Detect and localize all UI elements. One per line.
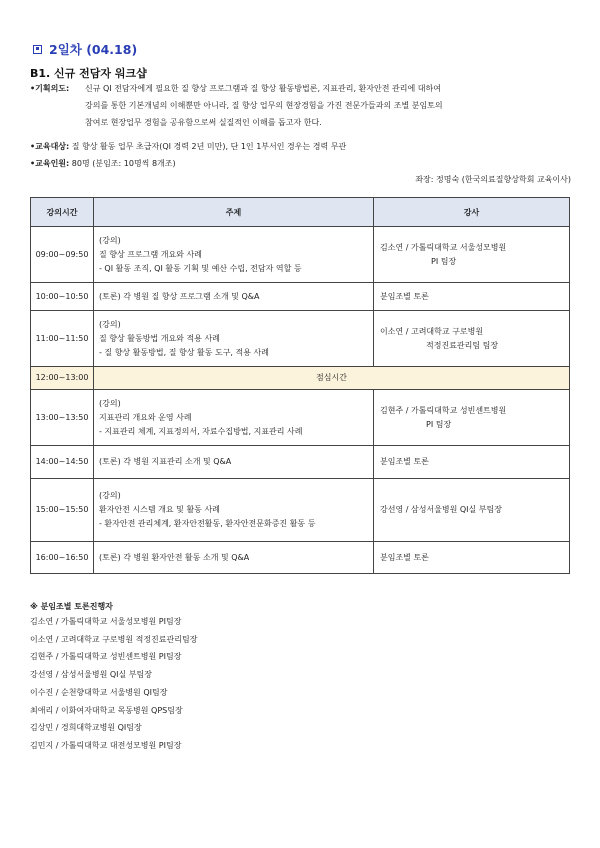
count-label: •교육인원: bbox=[30, 159, 70, 168]
list-item: 김상민 / 경희대학교병원 QI팀장 bbox=[30, 723, 142, 733]
table-row bbox=[31, 446, 570, 479]
lunch-row bbox=[31, 367, 570, 390]
table-row bbox=[31, 390, 570, 446]
topic-line: (강의) bbox=[99, 398, 121, 408]
day-title-text: 2일차 (04.18) bbox=[49, 42, 138, 57]
topic-line: 질 향상 활동방법 개요와 적용 사례 bbox=[99, 333, 220, 343]
time-cell: 16:00~16:50 bbox=[31, 542, 94, 574]
topic-line: 환자안전 시스템 개요 및 활동 사례 bbox=[99, 505, 220, 514]
list-item: 김소연 / 가톨릭대학교 서울성모병원 PI팀장 bbox=[30, 617, 182, 626]
topic-cell bbox=[94, 390, 374, 446]
table-row bbox=[31, 479, 570, 542]
topic-line: 지표관리 개요와 운영 사례 bbox=[99, 412, 192, 422]
topic-cell bbox=[94, 311, 374, 367]
square-bullet-icon bbox=[33, 45, 42, 54]
table-row bbox=[31, 283, 570, 311]
time-cell: 09:00~09:50 bbox=[31, 227, 94, 283]
time-cell: 14:00~14:50 bbox=[31, 446, 94, 479]
topic-cell bbox=[94, 542, 374, 574]
lecturer-line: PI 팀장 bbox=[426, 419, 452, 429]
topic-line: (강의) bbox=[99, 491, 121, 500]
time-cell: 12:00~13:00 bbox=[31, 367, 94, 390]
topic-line: (토론) 각 병원 환자안전 활동 소개 및 Q&A bbox=[99, 552, 250, 562]
list-item: 김민지 / 가톨릭대학교 대전성모병원 PI팀장 bbox=[30, 740, 182, 750]
plan-text bbox=[85, 80, 572, 131]
lecturer-line: 분임조별 토론 bbox=[380, 552, 429, 562]
topic-cell bbox=[94, 479, 374, 542]
target-label: •교육대상: bbox=[30, 142, 70, 151]
time-cell: 13:00~13:50 bbox=[31, 390, 94, 446]
lecturer-cell bbox=[374, 283, 570, 311]
topic-line: 질 향상 프로그램 개요와 사례 bbox=[99, 249, 202, 259]
topic-line: - QI 활동 조직, QI 활동 기획 및 예산 수립, 전담자 역할 등 bbox=[99, 263, 302, 273]
session-title: B1. 신규 전담자 워크샵 bbox=[30, 67, 147, 80]
plan-line: 강의를 통한 기본개념의 이해뿐만 아니라, 질 향상 업무의 현장경험을 가진 전문가들과의 조별 분임토의 bbox=[85, 101, 443, 110]
time-cell: 11:00~11:50 bbox=[31, 311, 94, 367]
lecturer-line: 적정진료관리팀 팀장 bbox=[426, 340, 499, 350]
topic-line: - 환자안전 관리체계, 환자안전활동, 환자안전문화증진 활동 등 bbox=[99, 519, 316, 528]
lecturer-line: 김소연 / 가톨릭대학교 서울성모병원 bbox=[380, 242, 507, 252]
lecturer-line: 분임조별 토론 bbox=[380, 457, 429, 466]
lecturer-line: 김현주 / 가톨릭대학교 성빈센트병원 bbox=[380, 405, 507, 415]
topic-line: - 질 향상 활동방법, 질 향상 활동 도구, 적용 사례 bbox=[99, 347, 269, 357]
day-title bbox=[33, 40, 137, 58]
list-item: 최애리 / 이화여자대학교 목동병원 QPS팀장 bbox=[30, 705, 183, 715]
lecturer-cell bbox=[374, 227, 570, 283]
plan-section bbox=[30, 80, 572, 131]
chair-note: 좌장: 정명숙 (한국의료질향상학회 교육이사) bbox=[415, 175, 571, 184]
table-row bbox=[31, 311, 570, 367]
lunch-cell: 점심시간 bbox=[94, 367, 570, 390]
topic-line: (토론) 각 병원 지표관리 소개 및 Q&A bbox=[99, 457, 232, 466]
lecturer-line: 분임조별 토론 bbox=[380, 291, 429, 301]
time-cell: 10:00~10:50 bbox=[31, 283, 94, 311]
lecturer-cell bbox=[374, 311, 570, 367]
topic-cell bbox=[94, 227, 374, 283]
plan-line: 참여로 현장업무 경험을 공유함으로써 실질적인 이해를 돕고자 한다. bbox=[85, 118, 322, 127]
time-cell: 15:00~15:50 bbox=[31, 479, 94, 542]
table-row bbox=[31, 227, 570, 283]
lecturer-line: PI 팀장 bbox=[431, 256, 457, 266]
target-section bbox=[30, 138, 346, 155]
list-item: 김현주 / 가톨릭대학교 성빈센트병원 PI팀장 bbox=[30, 652, 182, 662]
lecturer-cell bbox=[374, 479, 570, 542]
topic-line: (강의) bbox=[99, 319, 121, 329]
lecturer-line: 강선영 / 삼성서울병원 QI실 부팀장 bbox=[380, 505, 502, 514]
table-row bbox=[31, 542, 570, 574]
plan-label: •기획의도: bbox=[30, 84, 70, 93]
schedule-table bbox=[30, 197, 570, 574]
topic-line: - 지표관리 체계, 지표정의서, 자료수집방법, 지표관리 사례 bbox=[99, 426, 303, 436]
count-text: 80명 (분임조: 10명씩 8개조) bbox=[69, 159, 176, 168]
topic-cell bbox=[94, 283, 374, 311]
lecturer-cell bbox=[374, 542, 570, 574]
count-section bbox=[30, 155, 176, 172]
lecturer-cell bbox=[374, 390, 570, 446]
moderators-list bbox=[30, 613, 197, 755]
header-lecturer: 강사 bbox=[374, 198, 570, 227]
list-item: 강선영 / 삼성서울병원 QI실 부팀장 bbox=[30, 670, 152, 680]
plan-line: 신규 QI 전담자에게 필요한 질 향상 프로그램과 질 향상 활동방법론, 지표관리, 환자안전 관리에 대하여 bbox=[85, 84, 441, 93]
list-item: 이소연 / 고려대학교 구로병원 적정진료관리팀장 bbox=[30, 634, 198, 644]
lecturer-cell bbox=[374, 446, 570, 479]
list-item: 이수진 / 순천향대학교 서울병원 QI팀장 bbox=[30, 687, 168, 697]
topic-cell bbox=[94, 446, 374, 479]
header-topic: 주제 bbox=[94, 198, 374, 227]
table-header-row bbox=[31, 198, 570, 227]
target-text: 질 향상 활동 업무 초급자(QI 경력 2년 미만), 단 1인 1부서인 경우는 경력 무관 bbox=[69, 142, 347, 151]
moderators-heading: ※ 분임조별 토론진행자 bbox=[30, 602, 113, 611]
topic-line: (토론) 각 병원 질 향상 프로그램 소개 및 Q&A bbox=[99, 291, 260, 301]
header-time: 강의시간 bbox=[31, 198, 94, 227]
lecturer-line: 이소연 / 고려대학교 구로병원 bbox=[380, 326, 484, 336]
topic-line: (강의) bbox=[99, 235, 121, 245]
